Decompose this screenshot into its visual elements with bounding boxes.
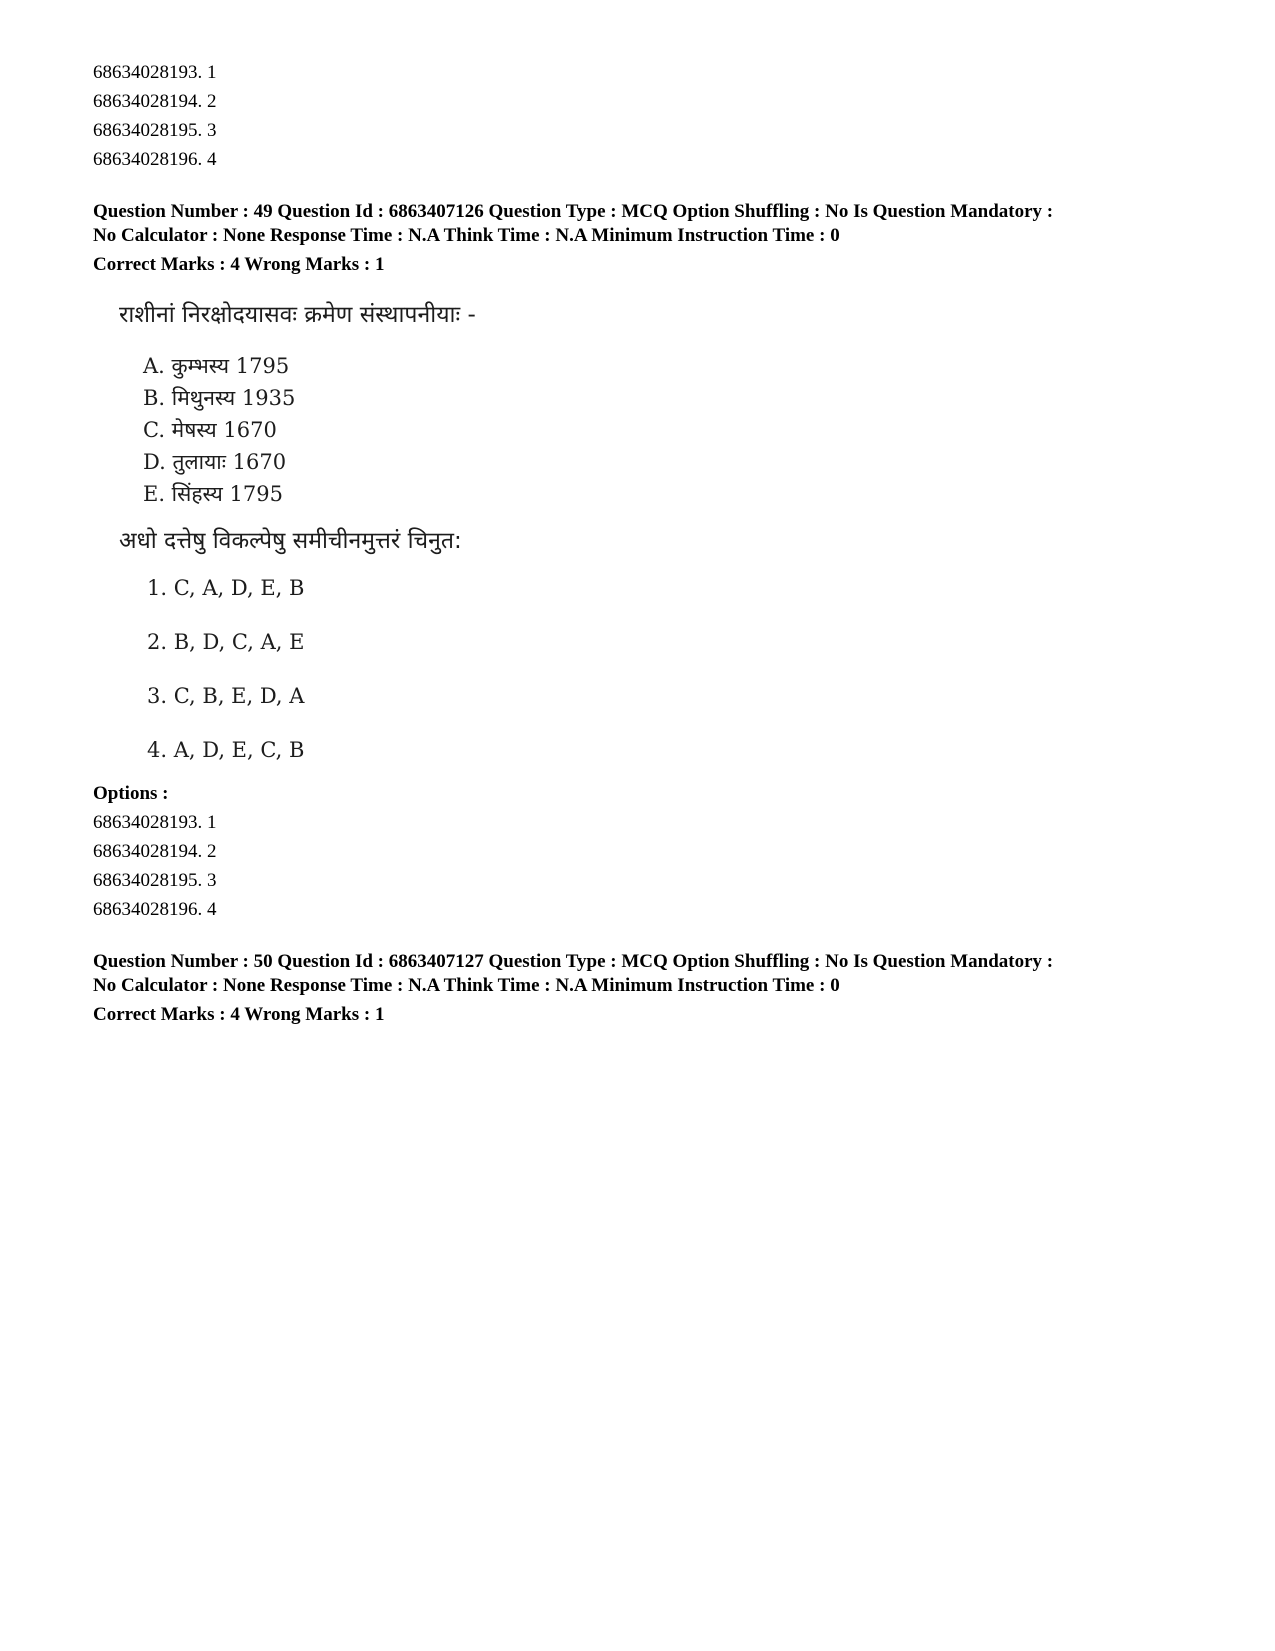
question-49-stem: राशीनां निरक्षोदयासवः क्रमेण संस्थापनीयाः - xyxy=(119,302,476,328)
question-item: C. मेषस्य 1670 xyxy=(143,418,277,442)
option-line: 68634028196. 4 xyxy=(93,899,217,920)
answer-choice: 1. C, A, D, E, B xyxy=(147,576,305,600)
question-50-block xyxy=(93,950,1203,1028)
question-item: E. सिंहस्य 1795 xyxy=(143,482,283,506)
question-49-image xyxy=(119,298,549,764)
question-49-choices xyxy=(147,574,549,764)
question-49-prompt: अधो दत्तेषु विकल्पेषु समीचीनमुत्तरं चिनुत: xyxy=(119,528,462,554)
question-49-meta-line-2: No Calculator : None Response Time : N.A Think Time : N.A Minimum Instruction Time : 0 xyxy=(93,225,840,246)
option-line: 68634028196. 4 xyxy=(93,149,217,170)
question-item: A. कुम्भस्य 1795 xyxy=(143,354,290,378)
question-50-meta-line-2: No Calculator : None Response Time : N.A Think Time : N.A Minimum Instruction Time : 0 xyxy=(93,975,840,996)
answer-choice: 3. C, B, E, D, A xyxy=(147,684,305,708)
document-page xyxy=(93,58,1203,1028)
answer-choice: 4. A, D, E, C, B xyxy=(147,738,305,762)
question-49-marks: Correct Marks : 4 Wrong Marks : 1 xyxy=(93,254,385,275)
option-line: 68634028195. 3 xyxy=(93,870,217,891)
question-item: B. मिथुनस्य 1935 xyxy=(143,386,296,410)
option-line: 68634028194. 2 xyxy=(93,841,217,862)
option-line: 68634028193. 1 xyxy=(93,62,217,83)
question-49-options-list xyxy=(93,808,1203,924)
question-49-block xyxy=(93,200,1203,924)
option-line: 68634028195. 3 xyxy=(93,120,217,141)
question-50-marks: Correct Marks : 4 Wrong Marks : 1 xyxy=(93,1004,385,1025)
question-item: D. तुलायाः 1670 xyxy=(143,450,287,474)
question-49-options-label: Options : xyxy=(93,783,169,804)
question-50-meta-line-1: Question Number : 50 Question Id : 6863407127 Question Type : MCQ Option Shuffling : No Is Question Mandatory : xyxy=(93,951,1054,972)
previous-options-list xyxy=(93,58,1203,174)
answer-choice: 2. B, D, C, A, E xyxy=(147,630,305,654)
question-49-meta-line-1: Question Number : 49 Question Id : 6863407126 Question Type : MCQ Option Shuffling : No Is Question Mandatory : xyxy=(93,201,1054,222)
option-line: 68634028193. 1 xyxy=(93,812,217,833)
question-49-items xyxy=(143,350,549,510)
option-line: 68634028194. 2 xyxy=(93,91,217,112)
